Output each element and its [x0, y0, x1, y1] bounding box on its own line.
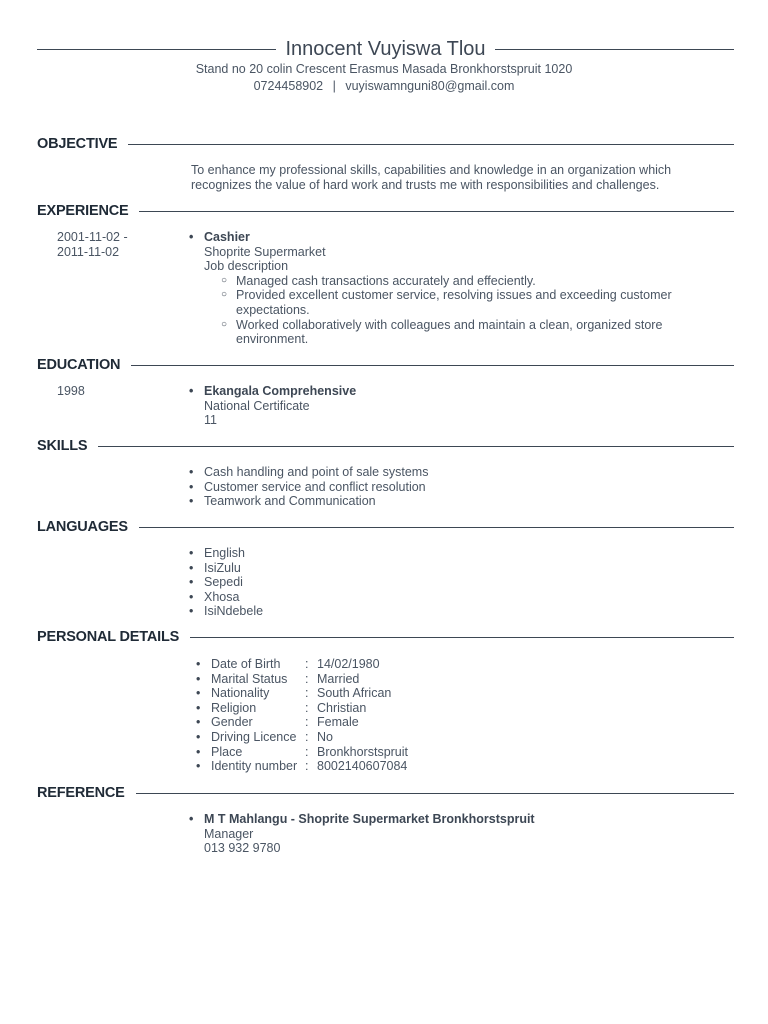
duty-list [204, 274, 714, 347]
languages-list [204, 546, 263, 619]
detail-label: • Nationality [211, 686, 270, 701]
section-rule [139, 211, 734, 212]
reference-phone: 013 932 9780 [204, 841, 281, 856]
skill-item: • Customer service and conflict resolution [204, 480, 428, 495]
duty-text: Managed cash transactions accurately and effeciently. [236, 273, 536, 288]
section-languages [37, 518, 734, 536]
personal-details-list [211, 657, 408, 774]
education-entry [204, 384, 356, 428]
detail-label: • Gender [211, 715, 253, 730]
detail-colon: : [305, 715, 309, 730]
section-objective [37, 135, 734, 153]
duty-item [236, 274, 714, 289]
skill-item: • Teamwork and Communication [204, 494, 428, 509]
section-education [37, 356, 734, 374]
detail-label: • Date of Birth [211, 657, 281, 671]
detail-colon: : [305, 657, 309, 671]
section-skills [37, 437, 734, 455]
reference-name: • M T Mahlangu - Shoprite Supermarket Bronkhorstspruit [204, 812, 535, 827]
detail-value: South African [317, 686, 392, 701]
detail-label: • Place [211, 744, 243, 759]
job-desc-label: Job description [204, 259, 289, 274]
detail-row [211, 715, 408, 730]
education-year: 1998 [57, 384, 85, 398]
detail-row [211, 730, 408, 745]
objective-text [191, 163, 671, 192]
duty-text: Worked collaboratively with colleagues and maintain a clean, organized store [236, 317, 663, 332]
section-rule [190, 637, 734, 638]
detail-value: Christian [317, 700, 367, 715]
section-rule [128, 144, 734, 145]
header-rule-right [495, 49, 734, 50]
skills-list [204, 465, 428, 509]
section-title: OBJECTIVE [37, 136, 118, 152]
detail-label: • Driving Licence [211, 729, 297, 744]
detail-label: • Religion [211, 700, 257, 715]
section-title: REFERENCE [37, 785, 125, 801]
section-rule [131, 365, 734, 366]
language-item: • Xhosa [204, 590, 263, 605]
detail-label: • Marital Status [211, 671, 288, 686]
reference-entry [204, 812, 535, 856]
experience-entry [204, 230, 714, 347]
section-rule [136, 793, 734, 794]
section-title: SKILLS [37, 438, 88, 454]
duty-text: environment. [236, 332, 309, 347]
school-name: • Ekangala Comprehensive [204, 384, 356, 399]
detail-row [211, 759, 408, 774]
detail-value: 8002140607084 [317, 759, 408, 774]
detail-row [211, 657, 408, 672]
date-start: 2001-11-02 - [57, 230, 128, 244]
duty-text: expectations. [236, 302, 310, 317]
section-experience [37, 202, 734, 220]
address: Stand no 20 colin Crescent Erasmus Masada Bronkhorstspruit 1020 [195, 62, 573, 76]
detail-colon: : [305, 671, 309, 686]
contact-line [0, 79, 768, 93]
section-title: EDUCATION [37, 357, 121, 373]
section-personal-details [37, 628, 734, 646]
section-title: PERSONAL DETAILS [37, 629, 180, 645]
experience-dates [57, 230, 128, 259]
language-item: • IsiNdebele [204, 604, 263, 619]
detail-value: Female [317, 715, 359, 730]
detail-row [211, 686, 408, 701]
duty-item [236, 288, 714, 317]
language-item: • English [204, 546, 263, 561]
grade: 11 [204, 413, 217, 428]
objective-line: To enhance my professional skills, capabilities and knowledge in an organization which [191, 163, 672, 177]
language-item: • Sepedi [204, 575, 263, 590]
detail-value: No [317, 729, 333, 744]
phone: 0724458902 [253, 79, 324, 93]
detail-colon: : [305, 744, 309, 759]
reference-role: Manager [204, 826, 254, 841]
duty-item [236, 318, 714, 347]
objective-line: recognizes the value of hard work and trusts me with responsibilities and challenges. [191, 177, 660, 192]
detail-value: Married [317, 671, 360, 686]
section-reference [37, 784, 734, 802]
detail-label: • Identity number [211, 759, 298, 774]
job-role: • Cashier [204, 230, 714, 245]
detail-colon: : [305, 700, 309, 715]
section-rule [139, 527, 734, 528]
detail-colon: : [305, 759, 309, 774]
header-rule-left [37, 49, 276, 50]
language-item: • IsiZulu [204, 561, 263, 576]
detail-colon: : [305, 729, 309, 744]
detail-row [211, 701, 408, 716]
qualification: National Certificate [204, 398, 310, 413]
job-company: Shoprite Supermarket [204, 244, 326, 259]
skill-item: • Cash handling and point of sale systems [204, 465, 428, 480]
contact-separator: | [332, 79, 336, 93]
email: vuyiswamnguni80@gmail.com [345, 79, 515, 93]
detail-value: 14/02/1980 [317, 657, 380, 671]
name-header [37, 36, 734, 62]
detail-row [211, 745, 408, 760]
section-rule [98, 446, 734, 447]
section-title: LANGUAGES [37, 519, 128, 535]
detail-row [211, 672, 408, 687]
detail-value: Bronkhorstspruit [317, 744, 409, 759]
date-end: 2011-11-02 [57, 244, 120, 259]
duty-text: Provided excellent customer service, resolving issues and exceeding customer [236, 288, 672, 303]
candidate-name: Innocent Vuyiswa Tlou [285, 37, 486, 60]
detail-colon: : [305, 686, 309, 701]
section-title: EXPERIENCE [37, 203, 129, 219]
